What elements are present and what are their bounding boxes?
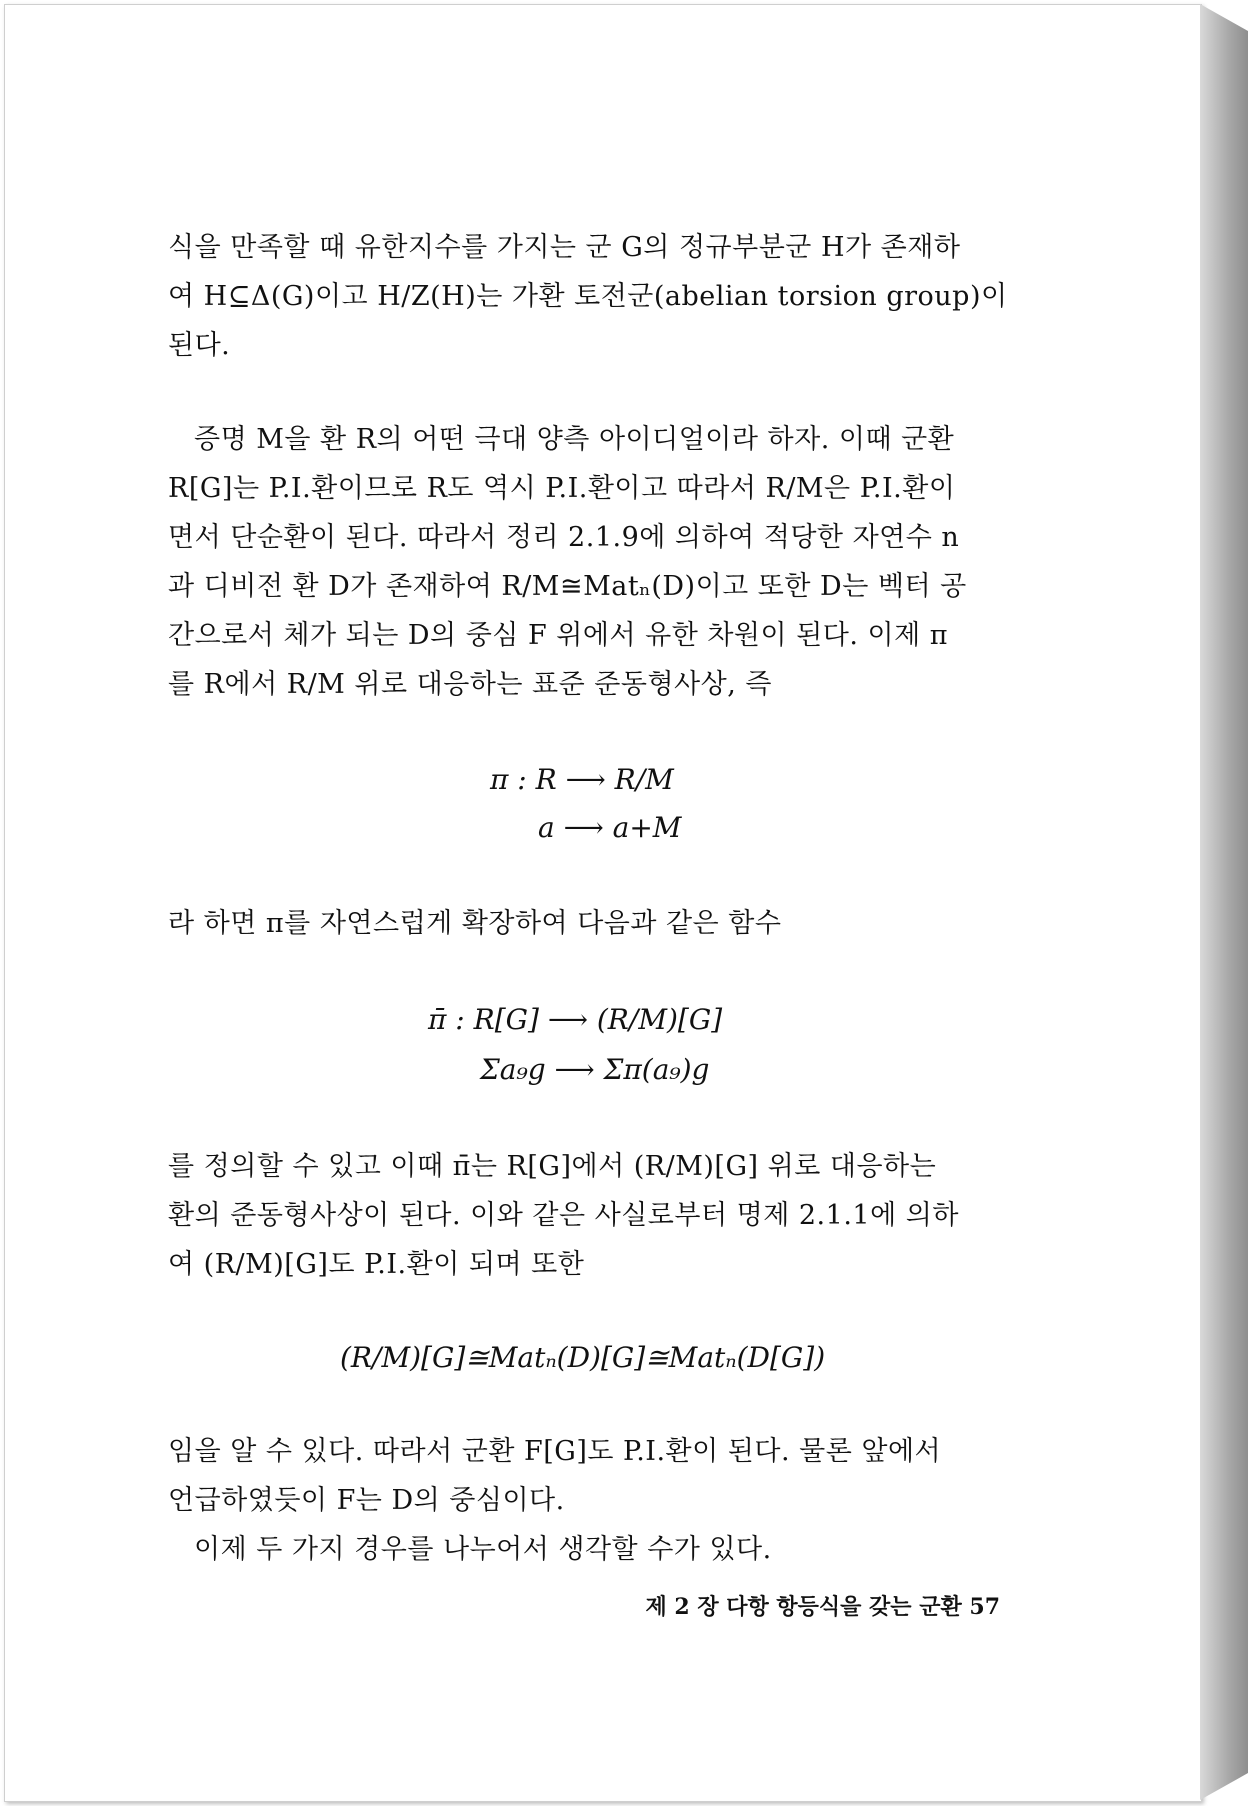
text-line: 여 H⊆Δ(G)이고 H/Z(H)는 가환 토전군(abelian torsion group)이	[168, 281, 1008, 312]
text-line: 를 R에서 R/M 위로 대응하는 표준 준동형사상, 즉	[168, 669, 772, 700]
equation-pibar-element: Σa₉g ⟶ Σπ(a₉)g	[480, 1053, 710, 1086]
text-line: 면서 단순환이 된다. 따라서 정리 2.1.9에 의하여 적당한 자연수 n	[168, 522, 960, 553]
text-line: 여 (R/M)[G]도 P.I.환이 되며 또한	[168, 1249, 585, 1280]
text-line: 된다.	[168, 330, 231, 361]
proof-line: 증명 M을 환 R의 어떤 극대 양측 아이디얼이라 하자. 이때 군환	[194, 424, 955, 455]
text-line: 식을 만족할 때 유한지수를 가지는 군 G의 정규부분군 H가 존재하	[168, 232, 961, 263]
text-line: 임을 알 수 있다. 따라서 군환 F[G]도 P.I.환이 된다. 물론 앞에서	[168, 1436, 942, 1467]
text-line: 언급하였듯이 F는 D의 중심이다.	[168, 1485, 565, 1516]
text-line: 이제 두 가지 경우를 나누어서 생각할 수가 있다.	[194, 1534, 772, 1565]
equation-pi-element: a ⟶ a+M	[538, 811, 682, 844]
text-line: R[G]는 P.I.환이므로 R도 역시 P.I.환이고 따라서 R/M은 P.I.환이	[168, 473, 956, 504]
text-line: 간으로서 체가 되는 D의 중심 F 위에서 유한 차원이 된다. 이제 π	[168, 620, 949, 651]
equation-isomorphism: (R/M)[G]≅Matₙ(D)[G]≅Matₙ(D[G])	[340, 1341, 826, 1374]
equation-pi-map: π : R ⟶ R/M	[490, 763, 674, 796]
text-line: 과 디비전 환 D가 존재하여 R/M≅Matₙ(D)이고 또한 D는 벡터 공	[168, 571, 967, 602]
running-footer: 제 2 장 다항 항등식을 갖는 군환 57	[645, 1594, 1000, 1620]
text-line: 라 하면 π를 자연스럽게 확장하여 다음과 같은 함수	[168, 908, 782, 939]
equation-pibar-map: π̄ : R[G] ⟶ (R/M)[G]	[428, 1003, 723, 1036]
page-stack-edge	[1200, 4, 1248, 1800]
text-line: 환의 준동형사상이 된다. 이와 같은 사실로부터 명제 2.1.1에 의하	[168, 1200, 959, 1231]
text-line: 를 정의할 수 있고 이때 π̄는 R[G]에서 (R/M)[G] 위로 대응하는	[168, 1151, 937, 1182]
